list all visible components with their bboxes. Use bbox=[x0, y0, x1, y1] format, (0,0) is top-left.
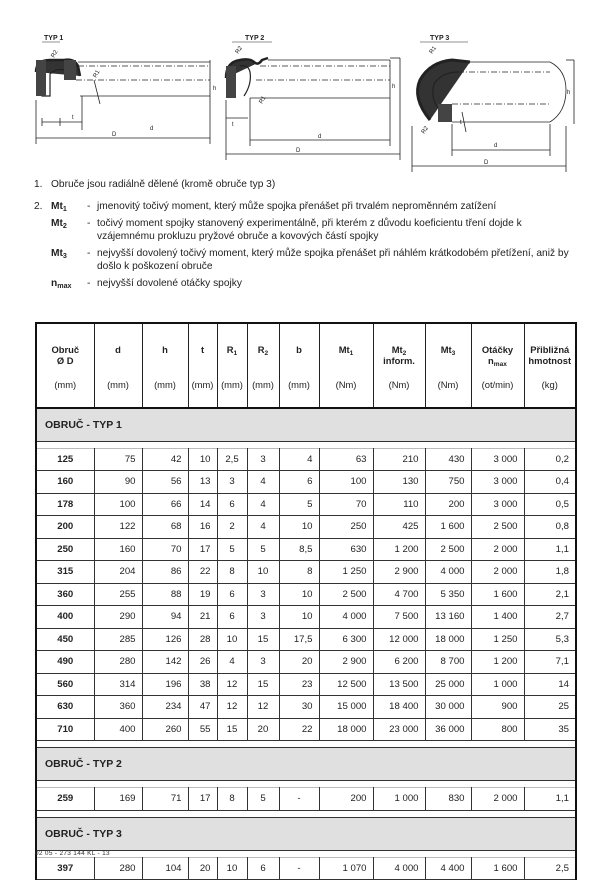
table-cell: 70 bbox=[319, 493, 373, 516]
definition-symbol: $n_{max}$ bbox=[51, 278, 72, 290]
drawing-typ-1-t: t bbox=[72, 115, 74, 121]
table-cell: 2,1 bbox=[524, 583, 576, 606]
column-unit: (mm) bbox=[221, 379, 243, 390]
table-cell: 5 bbox=[279, 493, 319, 516]
table-cell: 3 bbox=[217, 471, 247, 494]
column-unit: (mm) bbox=[252, 379, 274, 390]
table-cell: 0,4 bbox=[524, 471, 576, 494]
table-cell: 2,5 bbox=[524, 857, 576, 880]
table-row bbox=[36, 696, 576, 719]
definitions-list bbox=[51, 200, 574, 294]
table-cell: 259 bbox=[36, 788, 94, 811]
table-cell: 280 bbox=[94, 651, 142, 674]
table-cell: 900 bbox=[471, 696, 524, 719]
table-cell: 10 bbox=[279, 606, 319, 629]
table-cell: 4 000 bbox=[425, 561, 471, 584]
table-cell: 88 bbox=[142, 583, 188, 606]
drawing-typ-1-h: h bbox=[213, 86, 217, 92]
definition-nmax: $n_{max}$ - nejvyšší dovolené otáčky spojky bbox=[51, 277, 574, 290]
table-cell: 38 bbox=[188, 673, 217, 696]
column-header: Otáčky $n_{max}$ (ot/min) bbox=[471, 323, 524, 408]
table-cell: 750 bbox=[425, 471, 471, 494]
table-cell: 17,5 bbox=[279, 628, 319, 651]
drawing-typ-2-D: D bbox=[296, 148, 301, 154]
table-cell: 260 bbox=[142, 718, 188, 741]
table-cell: 20 bbox=[188, 857, 217, 880]
definition-symbol: $Mt_2$ bbox=[51, 218, 67, 230]
table-cell: 28 bbox=[188, 628, 217, 651]
definition-symbol: $Mt_3$ bbox=[51, 248, 67, 260]
table-row bbox=[36, 788, 576, 811]
table-cell: 178 bbox=[36, 493, 94, 516]
definition-mt1: $Mt_1$ - jmenovitý točivý moment, který může spojka přenášet při trvalém neproměnném zatížení bbox=[51, 200, 574, 213]
column-unit: (Nm) bbox=[388, 379, 410, 390]
table-cell: 6 bbox=[217, 493, 247, 516]
table-cell: 4 700 bbox=[373, 583, 425, 606]
table-cell: 125 bbox=[36, 448, 94, 471]
table-cell: 25 000 bbox=[425, 673, 471, 696]
table-row bbox=[36, 673, 576, 696]
table-cell: 10 bbox=[188, 448, 217, 471]
definition-symbol: $Mt_1$ bbox=[51, 201, 67, 213]
table-cell: 200 bbox=[36, 516, 94, 539]
table-cell: 47 bbox=[188, 696, 217, 719]
table-cell: 36 000 bbox=[425, 718, 471, 741]
column-header: t (mm) bbox=[188, 323, 217, 408]
table-cell: 122 bbox=[94, 516, 142, 539]
table-cell: 35 bbox=[524, 718, 576, 741]
table-cell: 10 bbox=[217, 857, 247, 880]
drawing-typ-3-r1: R1 bbox=[428, 45, 439, 56]
table-cell: 425 bbox=[373, 516, 425, 539]
table-cell: 20 bbox=[247, 718, 279, 741]
table-cell: 630 bbox=[36, 696, 94, 719]
table-cell: 13 160 bbox=[425, 606, 471, 629]
table-cell: 23 000 bbox=[373, 718, 425, 741]
table-cell: 90 bbox=[94, 471, 142, 494]
table-cell: 17 bbox=[188, 788, 217, 811]
table-cell: 2 900 bbox=[373, 561, 425, 584]
table-cell: 19 bbox=[188, 583, 217, 606]
table-row bbox=[36, 493, 576, 516]
table-cell: 250 bbox=[36, 538, 94, 561]
column-header: $Mt_2$ inform. (Nm) bbox=[373, 323, 425, 408]
table-cell: 2 000 bbox=[471, 788, 524, 811]
table-cell: 290 bbox=[94, 606, 142, 629]
table-cell: 490 bbox=[36, 651, 94, 674]
table-cell: 400 bbox=[94, 718, 142, 741]
table-row bbox=[36, 628, 576, 651]
table-cell: 126 bbox=[142, 628, 188, 651]
drawing-typ-3-t: t bbox=[460, 120, 462, 126]
definition-mt3: $Mt_3$ - nejvyšší dovolený točivý moment, který může spojka přenášet při náhlém krátkodobém přetížení, aniž by došlo k poškození obruče bbox=[51, 247, 574, 273]
table-cell: 234 bbox=[142, 696, 188, 719]
table-cell: 12 bbox=[217, 696, 247, 719]
column-unit: (mm) bbox=[154, 379, 176, 390]
drawing-typ-1 bbox=[36, 42, 210, 144]
drawing-typ-2-r2: R2 bbox=[234, 45, 245, 56]
table-cell: 2 000 bbox=[471, 561, 524, 584]
table-cell: 1 000 bbox=[373, 788, 425, 811]
column-unit: (mm) bbox=[191, 379, 214, 390]
table-cell: 0,2 bbox=[524, 448, 576, 471]
table-cell: 8 bbox=[217, 788, 247, 811]
table-row bbox=[36, 606, 576, 629]
table-cell: 18 000 bbox=[425, 628, 471, 651]
drawing-typ-3-D: D bbox=[484, 160, 489, 166]
table-cell: 25 bbox=[524, 696, 576, 719]
table-row bbox=[36, 857, 576, 880]
table-cell: 360 bbox=[36, 583, 94, 606]
table-cell: 210 bbox=[373, 448, 425, 471]
drawing-typ-2-h: h bbox=[392, 84, 396, 90]
drawing-typ-3-r2: R2 bbox=[420, 125, 431, 136]
table-header bbox=[36, 323, 576, 408]
table-cell: - bbox=[279, 788, 319, 811]
table-cell: 30 000 bbox=[425, 696, 471, 719]
table-cell: 100 bbox=[319, 471, 373, 494]
column-unit: (kg) bbox=[541, 379, 558, 390]
table-cell: 2 500 bbox=[471, 516, 524, 539]
table-cell: 17 bbox=[188, 538, 217, 561]
table-cell: 66 bbox=[142, 493, 188, 516]
drawing-typ-3-h: h bbox=[567, 90, 571, 96]
table-cell: 18 000 bbox=[319, 718, 373, 741]
tire-type-drawings bbox=[0, 0, 593, 178]
section-header bbox=[36, 817, 576, 850]
table-cell: 196 bbox=[142, 673, 188, 696]
table-cell: 2 900 bbox=[319, 651, 373, 674]
drawing-typ-3-title: TYP 3 bbox=[430, 35, 450, 42]
table-cell: 1 400 bbox=[471, 606, 524, 629]
definition-text: točivý moment spojky stanovený experimentálně, při kterém z důvodu koeficientu tření dojde k vzájemnému prokluzu pryžové obruče a kovových částí spojky bbox=[97, 218, 522, 242]
table-cell: 8 bbox=[217, 561, 247, 584]
column-header: $Mt_1$ (Nm) bbox=[319, 323, 373, 408]
table-cell: 250 bbox=[319, 516, 373, 539]
table-cell: 397 bbox=[36, 857, 94, 880]
table-row bbox=[36, 561, 576, 584]
table-cell: 5 350 bbox=[425, 583, 471, 606]
table-cell: 15 000 bbox=[319, 696, 373, 719]
drawing-typ-2-r1: R1 bbox=[258, 95, 268, 105]
definition-text: nejvyšší dovolený točivý moment, který může spojka přenášet při náhlém krátkodobém přetížení, aniž by došlo k poškození obruče bbox=[97, 248, 569, 272]
column-unit: (mm) bbox=[107, 379, 129, 390]
table-cell: 10 bbox=[217, 628, 247, 651]
table-cell: 22 bbox=[279, 718, 319, 741]
section-title: OBRUČ - TYP 2 bbox=[36, 748, 576, 781]
drawing-typ-1-d: d bbox=[150, 126, 154, 132]
drawing-typ-3 bbox=[412, 42, 574, 172]
table-cell: 1,8 bbox=[524, 561, 576, 584]
table-cell: 255 bbox=[94, 583, 142, 606]
table-cell: 560 bbox=[36, 673, 94, 696]
table-cell: 8 bbox=[279, 561, 319, 584]
drawing-typ-2-d: d bbox=[318, 134, 322, 140]
table-cell: 5 bbox=[217, 538, 247, 561]
column-header: b (mm) bbox=[279, 323, 319, 408]
table-cell: 4 bbox=[247, 471, 279, 494]
table-cell: 4 000 bbox=[373, 857, 425, 880]
table-cell: 70 bbox=[142, 538, 188, 561]
table-cell: 1 250 bbox=[471, 628, 524, 651]
column-header: $R_1$ (mm) bbox=[217, 323, 247, 408]
table-cell: 160 bbox=[94, 538, 142, 561]
table-cell: 800 bbox=[471, 718, 524, 741]
table-cell: 1 070 bbox=[319, 857, 373, 880]
table-cell: 12 bbox=[217, 673, 247, 696]
table-cell: 5 bbox=[247, 788, 279, 811]
table-row bbox=[36, 651, 576, 674]
table-cell: 6 bbox=[279, 471, 319, 494]
table-cell: 15 bbox=[217, 718, 247, 741]
table-cell: - bbox=[279, 857, 319, 880]
table-cell: 1 600 bbox=[471, 583, 524, 606]
table-cell: 56 bbox=[142, 471, 188, 494]
table-cell: 4 bbox=[279, 448, 319, 471]
table-cell: 360 bbox=[94, 696, 142, 719]
table-cell: 3 bbox=[247, 651, 279, 674]
column-unit: (Nm) bbox=[437, 379, 459, 390]
drawing-typ-1-r1: R1 bbox=[92, 69, 102, 79]
table-cell: 42 bbox=[142, 448, 188, 471]
section-title: OBRUČ - TYP 3 bbox=[36, 817, 576, 850]
table-cell: 2,7 bbox=[524, 606, 576, 629]
table-cell: 26 bbox=[188, 651, 217, 674]
table-cell: 94 bbox=[142, 606, 188, 629]
table-cell: 1 250 bbox=[319, 561, 373, 584]
table-cell: 20 bbox=[279, 651, 319, 674]
note-1-text: Obruče jsou radiálně dělené (kromě obruče typ 3) bbox=[51, 179, 276, 190]
table-cell: 3 bbox=[247, 583, 279, 606]
table-cell: 1 000 bbox=[471, 673, 524, 696]
column-header: h (mm) bbox=[142, 323, 188, 408]
drawing-typ-2 bbox=[226, 42, 400, 160]
table-cell: 3 000 bbox=[471, 471, 524, 494]
table-cell: 110 bbox=[373, 493, 425, 516]
table-cell: 2,5 bbox=[217, 448, 247, 471]
table-cell: 315 bbox=[36, 561, 94, 584]
table-row bbox=[36, 538, 576, 561]
table-cell: 71 bbox=[142, 788, 188, 811]
table-cell: 4 bbox=[217, 651, 247, 674]
table-cell: 4 bbox=[247, 493, 279, 516]
table-cell: 15 bbox=[247, 628, 279, 651]
column-header: Obruč Ø D (mm) bbox=[36, 323, 94, 408]
table-cell: 200 bbox=[319, 788, 373, 811]
table-cell: 23 bbox=[279, 673, 319, 696]
table-cell: 314 bbox=[94, 673, 142, 696]
table-cell: 2 500 bbox=[319, 583, 373, 606]
table-cell: 104 bbox=[142, 857, 188, 880]
table-cell: 30 bbox=[279, 696, 319, 719]
column-header: Přibližná hmotnost (kg) bbox=[524, 323, 576, 408]
table-cell: 710 bbox=[36, 718, 94, 741]
definition-text: nejvyšší dovolené otáčky spojky bbox=[97, 278, 242, 289]
table-cell: 6 bbox=[247, 857, 279, 880]
table-cell: 142 bbox=[142, 651, 188, 674]
table-cell: 63 bbox=[319, 448, 373, 471]
table-cell: 100 bbox=[94, 493, 142, 516]
table-cell: 830 bbox=[425, 788, 471, 811]
table-cell: 18 400 bbox=[373, 696, 425, 719]
table-row bbox=[36, 516, 576, 539]
column-header: d (mm) bbox=[94, 323, 142, 408]
table-cell: 16 bbox=[188, 516, 217, 539]
table-cell: 2 500 bbox=[425, 538, 471, 561]
table-cell: 3 bbox=[247, 448, 279, 471]
table-cell: 4 400 bbox=[425, 857, 471, 880]
table-cell: 630 bbox=[319, 538, 373, 561]
table-cell: 1 200 bbox=[471, 651, 524, 674]
table-cell: 430 bbox=[425, 448, 471, 471]
section-header bbox=[36, 408, 576, 441]
table-cell: 1,1 bbox=[524, 788, 576, 811]
table-cell: 0,5 bbox=[524, 493, 576, 516]
table-row bbox=[36, 448, 576, 471]
table-cell: 13 bbox=[188, 471, 217, 494]
table-cell: 5 bbox=[247, 538, 279, 561]
note-2-number: 2. bbox=[34, 201, 43, 212]
table-cell: 0,8 bbox=[524, 516, 576, 539]
table-cell: 8 700 bbox=[425, 651, 471, 674]
definition-mt2: $Mt_2$ - točivý moment spojky stanovený experimentálně, při kterém z důvodu koeficientu tření dojde k vzájemnému prokluzu pryžové obruče a kovových částí spojky bbox=[51, 217, 574, 243]
table-cell: 400 bbox=[36, 606, 94, 629]
column-unit: (mm) bbox=[288, 379, 310, 390]
table-row bbox=[36, 718, 576, 741]
table-cell: 1,1 bbox=[524, 538, 576, 561]
drawing-typ-1-title: TYP 1 bbox=[44, 35, 64, 42]
table-cell: 1 200 bbox=[373, 538, 425, 561]
table-cell: 5,3 bbox=[524, 628, 576, 651]
table-cell: 86 bbox=[142, 561, 188, 584]
table-body bbox=[36, 408, 576, 880]
note-1-number: 1. bbox=[34, 179, 43, 190]
table-cell: 450 bbox=[36, 628, 94, 651]
table-cell: 22 bbox=[188, 561, 217, 584]
drawing-typ-3-d: d bbox=[494, 143, 498, 149]
notes-section bbox=[34, 178, 574, 294]
table-cell: 7,1 bbox=[524, 651, 576, 674]
table-cell: 3 000 bbox=[471, 448, 524, 471]
table-cell: 3 bbox=[247, 606, 279, 629]
table-cell: 12 bbox=[247, 696, 279, 719]
definition-text: jmenovitý točivý moment, který může spojka přenášet při trvalém neproměnném zatížení bbox=[97, 201, 497, 212]
column-header: $Mt_3$ (Nm) bbox=[425, 323, 471, 408]
table-cell: 2 000 bbox=[471, 538, 524, 561]
drawing-typ-1-D: D bbox=[112, 132, 117, 138]
table-cell: 68 bbox=[142, 516, 188, 539]
table-cell: 12 000 bbox=[373, 628, 425, 651]
drawing-typ-1-r2: R2 bbox=[50, 49, 60, 59]
table-cell: 6 bbox=[217, 583, 247, 606]
section-title: OBRUČ - TYP 1 bbox=[36, 408, 576, 441]
table-cell: 12 500 bbox=[319, 673, 373, 696]
table-cell: 10 bbox=[247, 561, 279, 584]
table-cell: 2 bbox=[217, 516, 247, 539]
drawing-typ-2-title: TYP 2 bbox=[245, 35, 265, 42]
table-cell: 6 200 bbox=[373, 651, 425, 674]
column-unit: (mm) bbox=[54, 379, 77, 390]
table-cell: 14 bbox=[188, 493, 217, 516]
column-header: $R_2$ (mm) bbox=[247, 323, 279, 408]
parameters-table bbox=[35, 322, 575, 880]
table-cell: 15 bbox=[247, 673, 279, 696]
drawing-typ-2-t: t bbox=[232, 122, 234, 128]
table-cell: 200 bbox=[425, 493, 471, 516]
table-cell: 204 bbox=[94, 561, 142, 584]
table-cell: 13 500 bbox=[373, 673, 425, 696]
table-cell: 55 bbox=[188, 718, 217, 741]
column-unit: (ot/min) bbox=[481, 379, 514, 390]
table-cell: 7 500 bbox=[373, 606, 425, 629]
table-cell: 285 bbox=[94, 628, 142, 651]
table-cell: 6 300 bbox=[319, 628, 373, 651]
table-cell: 10 bbox=[279, 583, 319, 606]
table-cell: 4 000 bbox=[319, 606, 373, 629]
column-unit: (Nm) bbox=[335, 379, 357, 390]
table-cell: 4 bbox=[247, 516, 279, 539]
document-code: 02 05 - 273 144 KL - 13 bbox=[35, 850, 110, 857]
table-cell: 1 600 bbox=[471, 857, 524, 880]
table-cell: 280 bbox=[94, 857, 142, 880]
table-row bbox=[36, 583, 576, 606]
table-cell: 10 bbox=[279, 516, 319, 539]
table-cell: 75 bbox=[94, 448, 142, 471]
table-row bbox=[36, 471, 576, 494]
table-cell: 6 bbox=[217, 606, 247, 629]
table-cell: 130 bbox=[373, 471, 425, 494]
section-header bbox=[36, 748, 576, 781]
table-cell: 160 bbox=[36, 471, 94, 494]
note-2 bbox=[34, 200, 574, 294]
table-cell: 8,5 bbox=[279, 538, 319, 561]
table-cell: 21 bbox=[188, 606, 217, 629]
note-1 bbox=[34, 178, 574, 191]
table-cell: 1 600 bbox=[425, 516, 471, 539]
table-cell: 169 bbox=[94, 788, 142, 811]
table-cell: 14 bbox=[524, 673, 576, 696]
table-cell: 3 000 bbox=[471, 493, 524, 516]
